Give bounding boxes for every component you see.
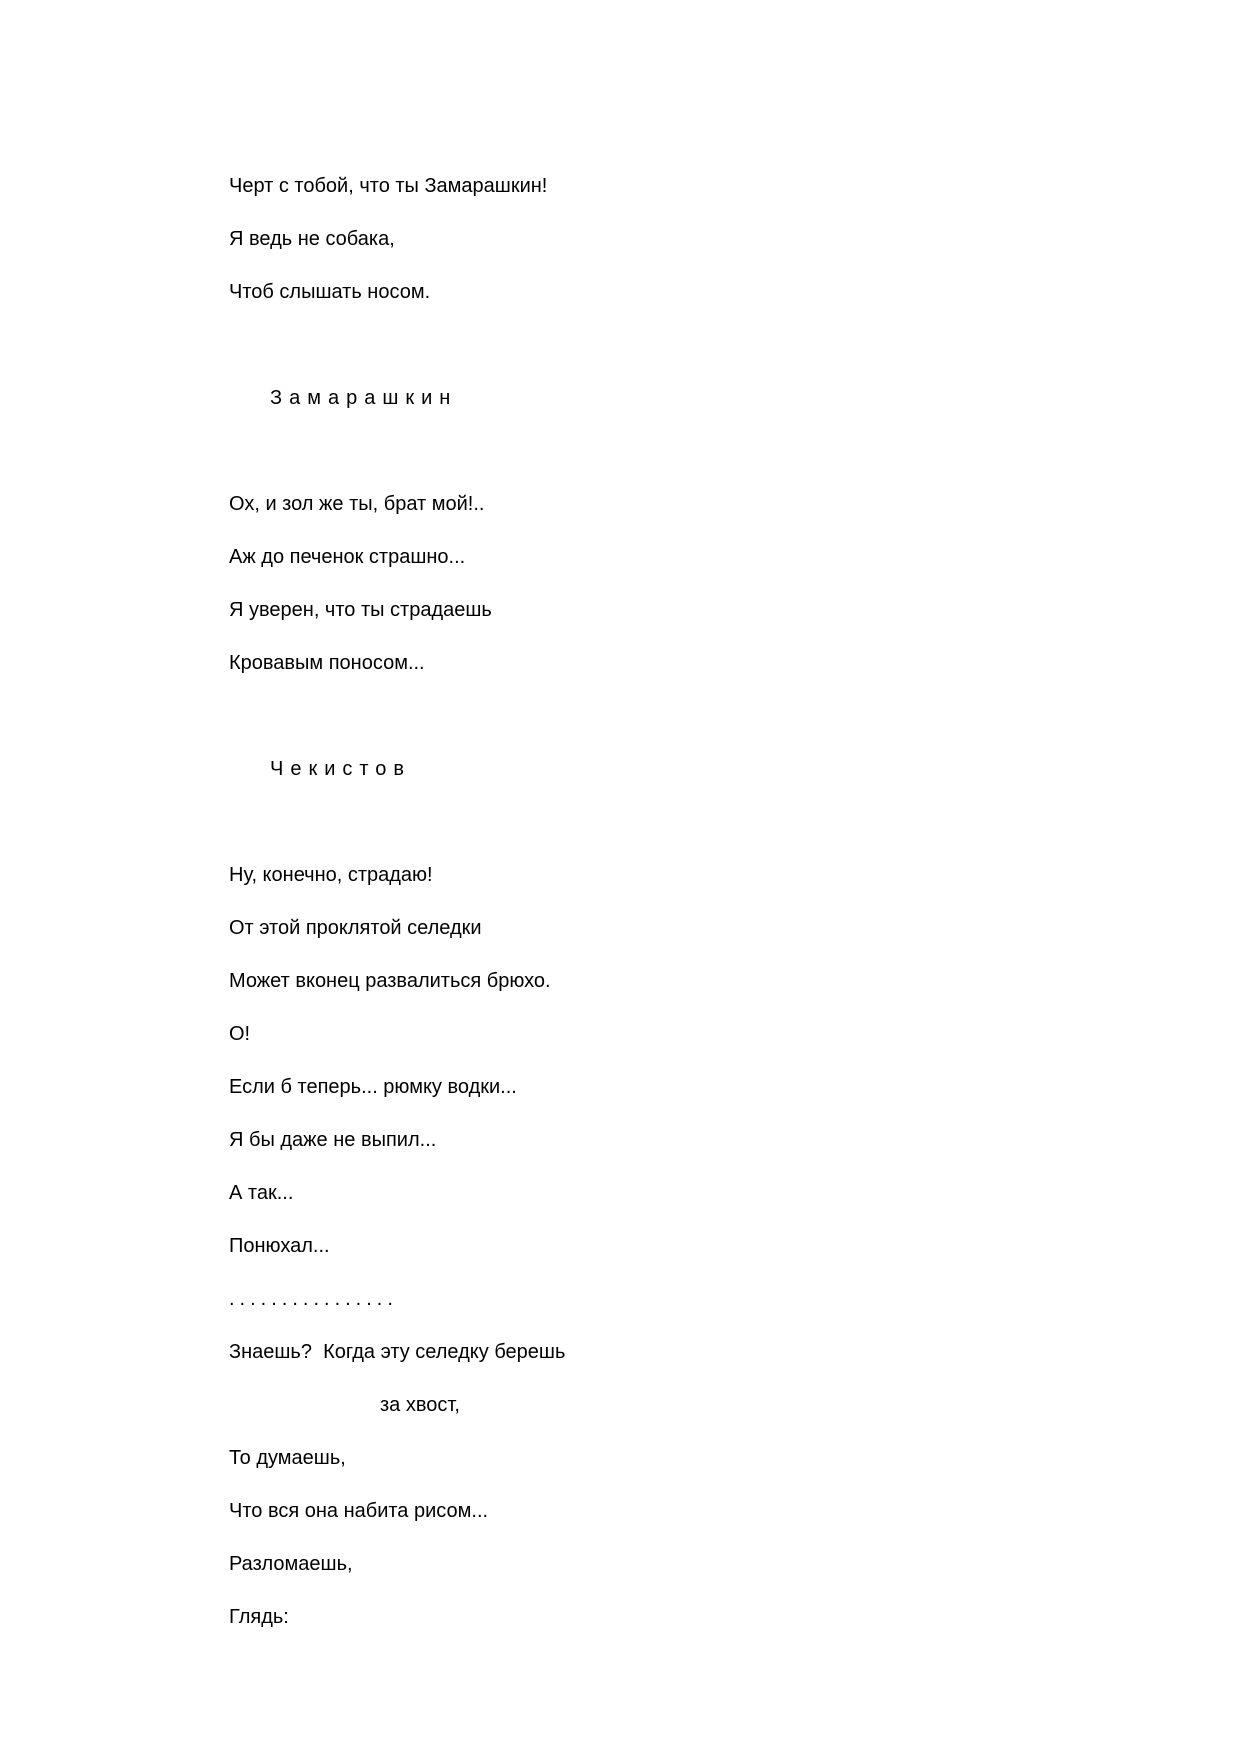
verse-line: Черт с тобой, что ты Замарашкин! [229, 175, 548, 197]
verse-line: А так... [229, 1182, 294, 1204]
verse-line: Я уверен, что ты страдаешь [229, 599, 492, 621]
verse-line: Знаешь? Когда эту селедку берешь [229, 1341, 566, 1363]
verse-line: Разломаешь, [229, 1553, 353, 1575]
verse-line: Я бы даже не выпил... [229, 1129, 437, 1151]
verse-line: О! [229, 1023, 251, 1045]
verse-line: Если б теперь... рюмку водки... [229, 1076, 517, 1098]
verse-line: Я ведь не собака, [229, 228, 395, 250]
ellipsis-separator: ................ [229, 1288, 398, 1310]
verse-line: Кровавым поносом... [229, 652, 425, 674]
verse-line: Ну, конечно, страдаю! [229, 864, 433, 886]
verse-line: Глядь: [229, 1606, 289, 1628]
verse-line: Что вся она набита рисом... [229, 1500, 489, 1522]
verse-line: От этой проклятой селедки [229, 917, 482, 939]
verse-line: Понюхал... [229, 1235, 330, 1257]
verse-line: за хвост, [380, 1394, 460, 1416]
verse-line: Аж до печенок страшно... [229, 546, 466, 568]
verse-line: Чтоб слышать носом. [229, 281, 431, 303]
verse-line: Может вконец развалиться брюхо. [229, 970, 551, 992]
verse-line: Ох, и зол же ты, брат мой!.. [229, 493, 485, 515]
verse-line: То думаешь, [229, 1447, 346, 1469]
speaker-name: Чекистов [270, 758, 412, 780]
speaker-name: Замарашкин [270, 387, 458, 409]
